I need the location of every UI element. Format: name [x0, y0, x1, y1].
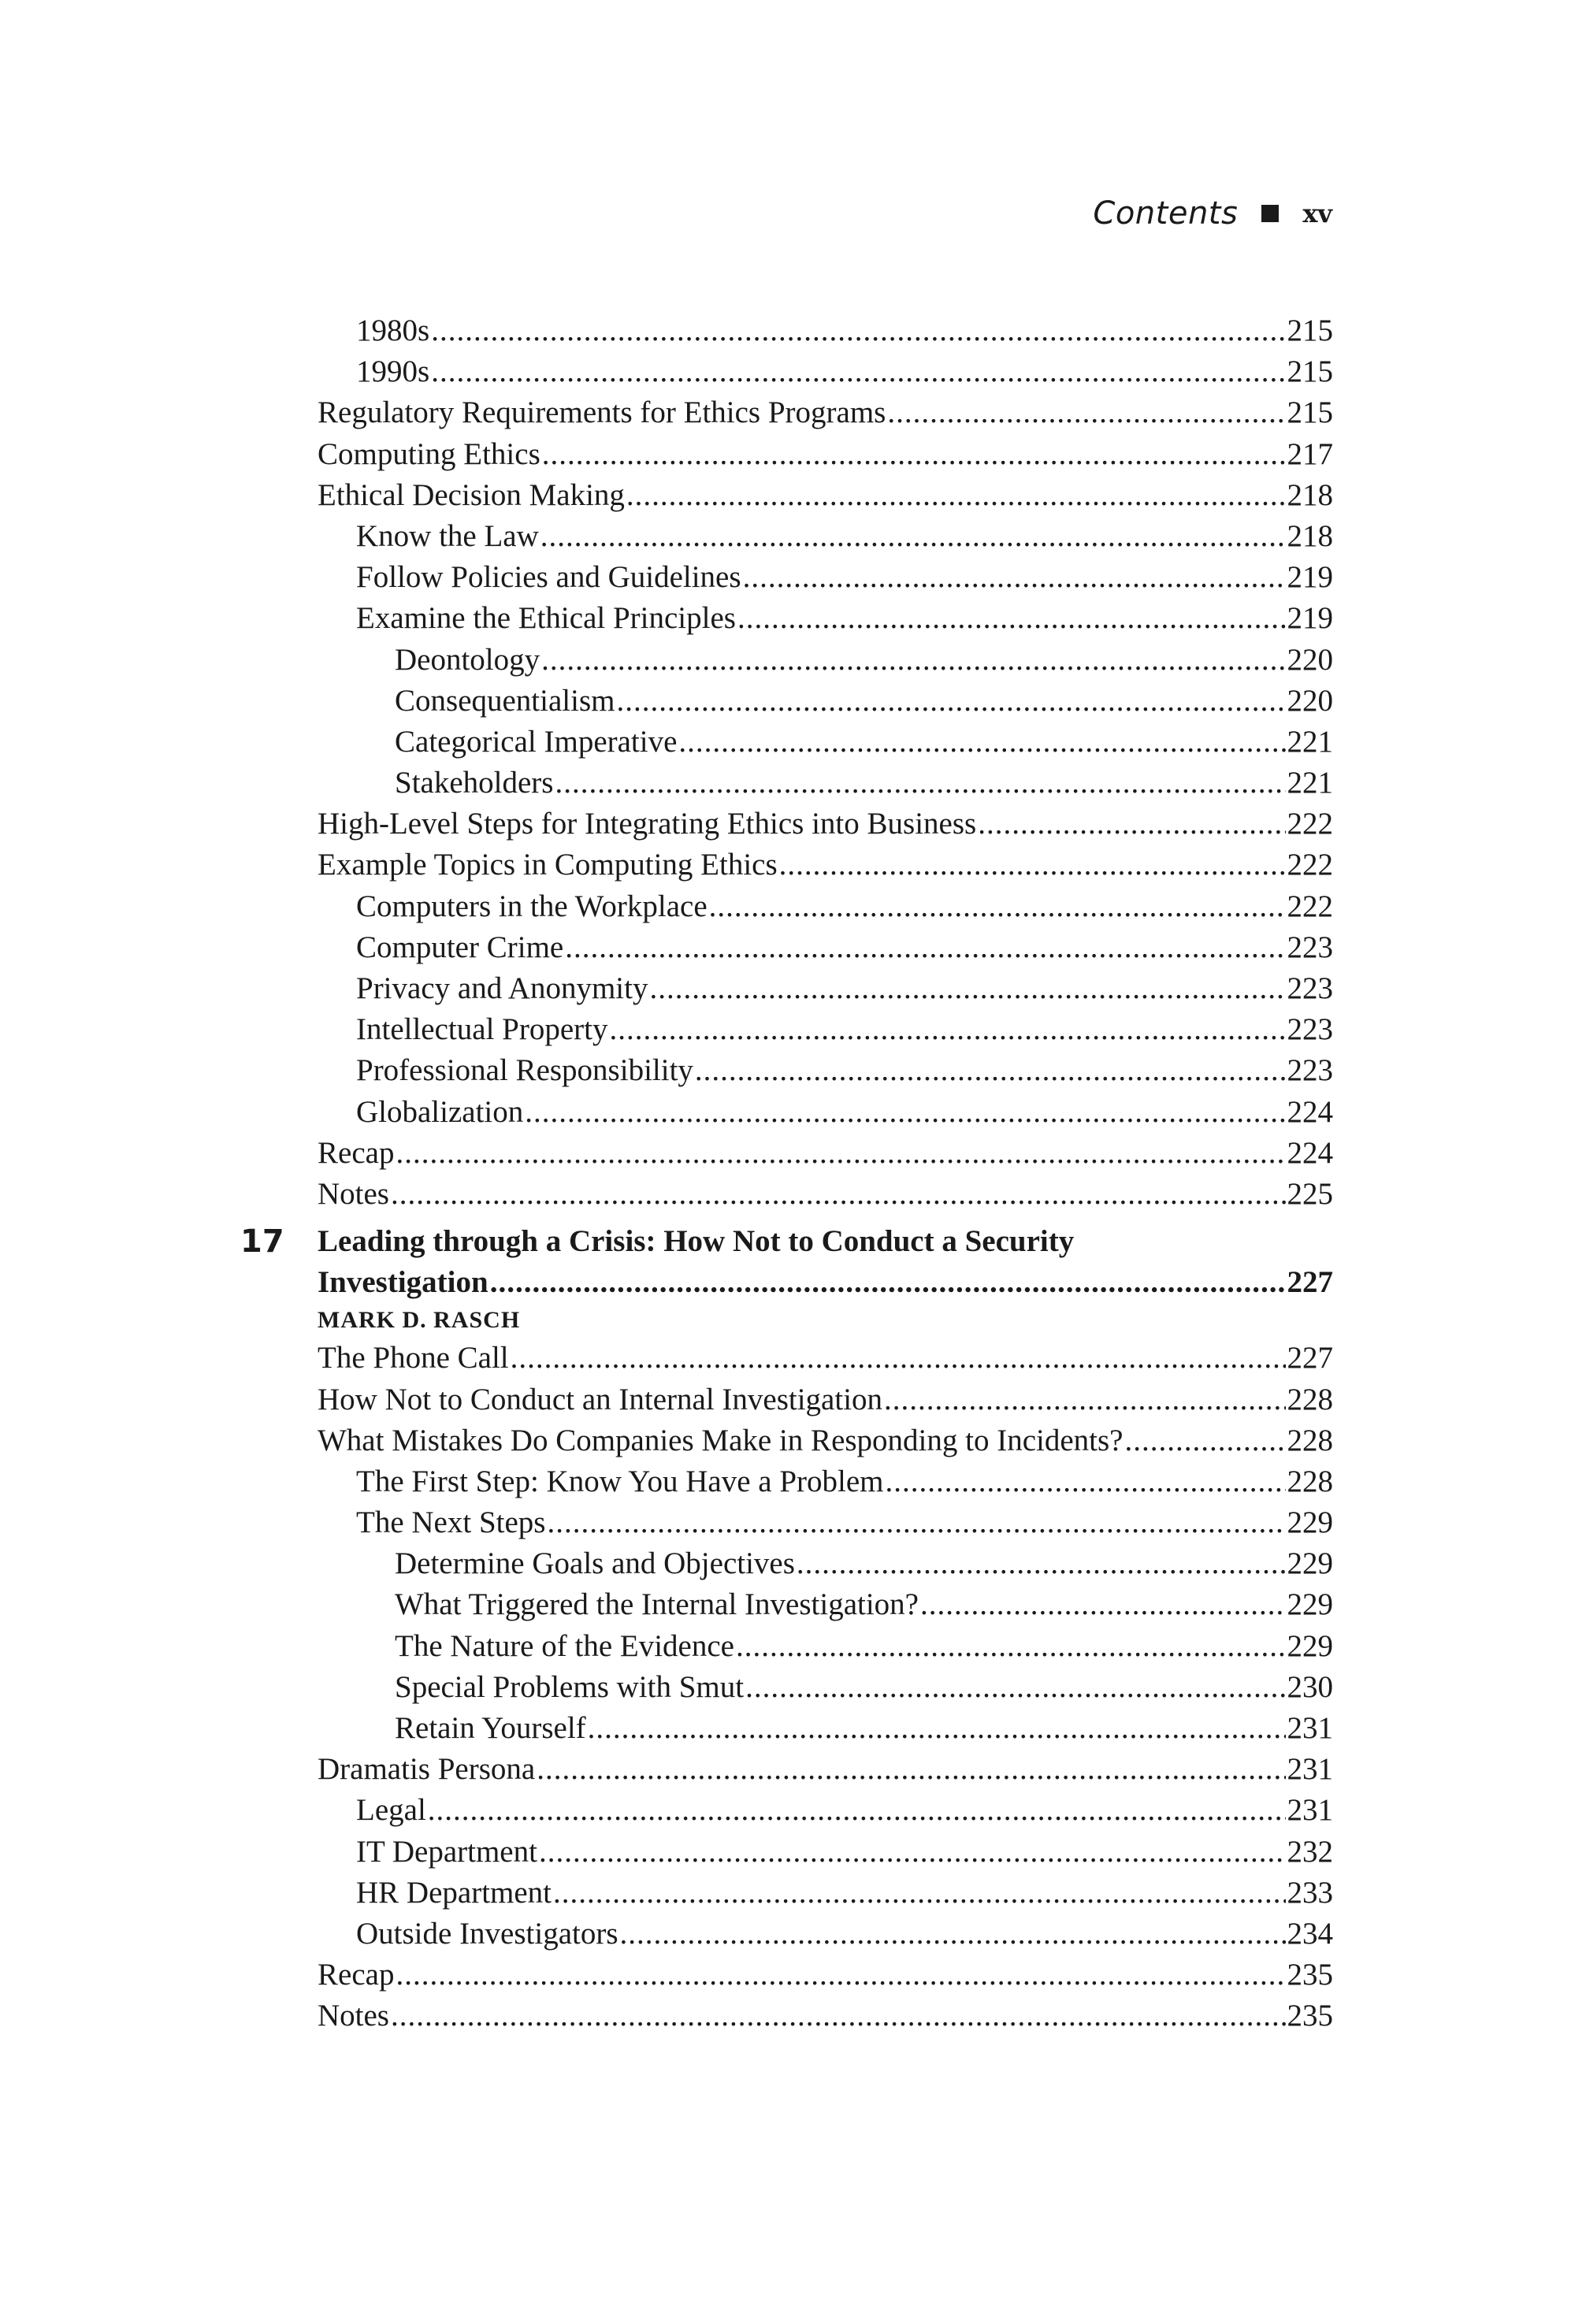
toc-entry-title: The Next Steps — [356, 1505, 546, 1540]
toc-entry[interactable] — [318, 516, 1333, 557]
toc-entry-page: 215 — [1287, 355, 1333, 389]
header-title: Contents — [1093, 195, 1239, 232]
toc-entry[interactable] — [318, 1050, 1333, 1091]
chapter-number: 17 — [240, 1223, 284, 1260]
toc-entry-title: 1980s — [356, 314, 430, 347]
toc-entry[interactable] — [318, 845, 1333, 885]
toc-entry[interactable] — [318, 1461, 1333, 1502]
dot-leader — [745, 1667, 1285, 1708]
table-of-contents — [240, 310, 1333, 2037]
toc-entry[interactable] — [318, 1338, 1333, 1379]
dot-leader — [490, 1262, 1286, 1303]
toc-entry-title: Privacy and Anonymity — [356, 971, 648, 1005]
dot-leader — [525, 1092, 1285, 1133]
toc-entry-page: 228 — [1287, 1423, 1333, 1457]
toc-entry[interactable] — [318, 804, 1333, 845]
toc-entry-page: 220 — [1287, 642, 1333, 677]
toc-entry-title: Computers in the Workplace — [356, 889, 708, 923]
dot-leader — [609, 1009, 1285, 1050]
toc-entry-title: Ethical Decision Making — [318, 477, 625, 512]
toc-entry-title: Retain Yourself — [395, 1711, 586, 1745]
dot-leader — [885, 1461, 1285, 1502]
toc-entry-page: 235 — [1287, 1999, 1333, 2033]
toc-entry-page: 231 — [1287, 1711, 1333, 1745]
running-header — [1093, 195, 1332, 232]
dot-leader — [709, 886, 1286, 927]
dot-leader — [616, 681, 1285, 722]
toc-entry-title: The First Step: Know You Have a Problem — [356, 1464, 884, 1498]
toc-entry-page: 215 — [1287, 395, 1333, 430]
toc-entry[interactable] — [318, 351, 1333, 392]
toc-entry-title: 1990s — [356, 355, 430, 389]
dot-leader — [695, 1050, 1286, 1091]
toc-entry-page: 230 — [1287, 1669, 1333, 1704]
chapter-page-number: 227 — [1287, 1265, 1333, 1300]
dot-leader — [978, 804, 1285, 845]
header-page-number: xv — [1302, 199, 1332, 228]
toc-entry-page: 229 — [1287, 1587, 1333, 1622]
chapter-entry[interactable] — [240, 1221, 1333, 1338]
toc-entry-page: 223 — [1287, 930, 1333, 964]
toc-entry-title: Determine Goals and Objectives — [395, 1546, 795, 1581]
dot-leader — [620, 1914, 1286, 1955]
dot-leader — [779, 845, 1286, 885]
chapter-title-line-1: Leading through a Crisis: How Not to Conduct a Security — [318, 1224, 1075, 1259]
toc-entry-title: Categorical Imperative — [395, 724, 678, 759]
dot-leader — [511, 1338, 1286, 1379]
dot-leader — [391, 1995, 1286, 2036]
dot-leader — [887, 392, 1285, 433]
toc-entry-title: Notes — [318, 1176, 389, 1211]
toc-entry-title: Globalization — [356, 1094, 524, 1129]
toc-entry-title: Know the Law — [356, 518, 539, 553]
toc-entry-page: 223 — [1287, 971, 1333, 1005]
toc-entry-title: Special Problems with Smut — [395, 1669, 745, 1704]
toc-entry-page: 222 — [1287, 848, 1333, 882]
toc-entry-title: Intellectual Property — [356, 1012, 608, 1047]
dot-leader — [396, 1133, 1285, 1174]
toc-entry[interactable] — [318, 1379, 1333, 1420]
toc-entry[interactable] — [318, 1873, 1333, 1914]
toc-entry[interactable] — [318, 1174, 1333, 1215]
dot-leader — [884, 1379, 1285, 1420]
chapter-title-text: Investigation — [318, 1265, 488, 1300]
toc-entry-title: Consequentialism — [395, 683, 615, 718]
toc-entry-page: 228 — [1287, 1382, 1333, 1416]
dot-leader — [540, 516, 1286, 557]
dot-leader — [736, 1626, 1286, 1667]
dot-leader — [920, 1584, 1286, 1625]
toc-entry[interactable] — [318, 1543, 1333, 1584]
toc-entry-title: Outside Investigators — [356, 1916, 618, 1951]
toc-entry-page: 229 — [1287, 1546, 1333, 1581]
toc-entry[interactable] — [318, 1749, 1333, 1790]
toc-entry-title: Recap — [318, 1958, 395, 1992]
dot-leader — [553, 1873, 1285, 1914]
dot-leader — [539, 1832, 1286, 1873]
toc-entry[interactable] — [318, 1420, 1333, 1461]
dot-leader — [588, 1708, 1286, 1749]
toc-entry[interactable] — [318, 1832, 1333, 1873]
chapter-author: MARK D. RASCH — [318, 1307, 521, 1334]
toc-entry-title: HR Department — [356, 1875, 552, 1910]
toc-entry-title: IT Department — [356, 1834, 537, 1869]
toc-entry[interactable] — [318, 1133, 1333, 1174]
toc-entry-title: Example Topics in Computing Ethics — [318, 848, 778, 882]
toc-entry-title: The Nature of the Evidence — [395, 1628, 734, 1663]
toc-section-after — [318, 1338, 1333, 2036]
toc-entry-page: 215 — [1287, 314, 1333, 347]
toc-entry-page: 229 — [1287, 1628, 1333, 1663]
dot-leader — [678, 722, 1285, 763]
toc-entry-page: 228 — [1287, 1464, 1333, 1498]
toc-entry-page: 225 — [1287, 1176, 1333, 1211]
dot-leader — [1125, 1420, 1286, 1461]
dot-leader — [428, 1790, 1286, 1831]
toc-entry-title: Dramatis Persona — [318, 1752, 536, 1787]
toc-entry-page: 219 — [1287, 560, 1333, 595]
toc-entry-page: 235 — [1287, 1958, 1333, 1992]
toc-entry[interactable] — [318, 1092, 1333, 1133]
dot-leader — [391, 1174, 1286, 1215]
dot-leader — [565, 927, 1285, 968]
toc-entry[interactable] — [318, 392, 1333, 433]
dot-leader — [431, 351, 1285, 392]
toc-entry-page: 224 — [1287, 1094, 1333, 1129]
toc-entry-title: What Triggered the Internal Investigation? — [395, 1587, 919, 1622]
toc-entry-page: 221 — [1287, 766, 1333, 800]
toc-entry[interactable] — [318, 1502, 1333, 1543]
toc-entry-page: 222 — [1287, 889, 1333, 923]
dot-leader — [547, 1502, 1285, 1543]
toc-entry-page: 218 — [1287, 518, 1333, 553]
toc-entry[interactable] — [318, 1955, 1333, 1995]
toc-entry[interactable] — [318, 598, 1333, 639]
toc-section-before — [318, 310, 1333, 1215]
toc-entry[interactable] — [318, 1009, 1333, 1050]
dot-leader — [431, 310, 1285, 351]
toc-entry[interactable] — [318, 1626, 1333, 1667]
toc-entry-title: Professional Responsibility — [356, 1053, 693, 1088]
toc-entry-title: Regulatory Requirements for Ethics Programs — [318, 395, 886, 430]
dot-leader — [555, 763, 1285, 804]
toc-entry-title: How Not to Conduct an Internal Investigation — [318, 1382, 883, 1416]
toc-entry-title: Examine the Ethical Principles — [356, 601, 736, 636]
dot-leader — [797, 1543, 1286, 1584]
toc-entry[interactable] — [318, 557, 1333, 598]
toc-entry-title: Deontology — [395, 642, 540, 677]
toc-entry-page: 218 — [1287, 477, 1333, 512]
dot-leader — [737, 598, 1286, 639]
toc-entry[interactable] — [318, 927, 1333, 968]
toc-entry-title: The Phone Call — [318, 1341, 509, 1375]
toc-entry-page: 233 — [1287, 1875, 1333, 1910]
toc-entry[interactable] — [318, 763, 1333, 804]
toc-entry[interactable] — [318, 310, 1333, 351]
toc-entry-title: Notes — [318, 1999, 389, 2033]
dot-leader — [396, 1955, 1285, 1995]
toc-entry-page: 232 — [1287, 1834, 1333, 1869]
toc-entry[interactable] — [318, 968, 1333, 1009]
toc-entry[interactable] — [318, 1667, 1333, 1708]
toc-entry-page: 219 — [1287, 601, 1333, 636]
toc-entry[interactable] — [318, 722, 1333, 763]
toc-entry-page: 217 — [1287, 436, 1333, 471]
dot-leader — [541, 640, 1285, 681]
toc-entry[interactable] — [318, 1790, 1333, 1831]
toc-entry-title: Computer Crime — [356, 930, 564, 964]
toc-entry-page: 227 — [1287, 1341, 1333, 1375]
chapter-title-line-2 — [318, 1262, 1333, 1303]
toc-entry-page: 221 — [1287, 724, 1333, 759]
toc-entry-page: 223 — [1287, 1012, 1333, 1047]
toc-entry-title: High-Level Steps for Integrating Ethics into Business — [318, 807, 977, 841]
dot-leader — [743, 557, 1286, 598]
toc-entry-title: What Mistakes Do Companies Make in Responding to Incidents? — [318, 1423, 1124, 1457]
toc-entry-page: 224 — [1287, 1135, 1333, 1170]
toc-entry[interactable] — [318, 1995, 1333, 2036]
toc-entry[interactable] — [318, 1708, 1333, 1749]
dot-leader — [626, 475, 1286, 516]
toc-entry-page: 223 — [1287, 1053, 1333, 1088]
toc-entry[interactable] — [318, 1914, 1333, 1955]
dot-leader — [542, 434, 1286, 475]
toc-entry-page: 234 — [1287, 1916, 1333, 1951]
toc-entry-page: 231 — [1287, 1752, 1333, 1787]
toc-entry-page: 231 — [1287, 1793, 1333, 1828]
dot-leader — [537, 1749, 1285, 1790]
toc-entry[interactable] — [318, 681, 1333, 722]
toc-entry-page: 229 — [1287, 1505, 1333, 1540]
toc-entry-title: Computing Ethics — [318, 436, 540, 471]
toc-entry[interactable] — [318, 886, 1333, 927]
square-bullet-icon — [1261, 205, 1279, 222]
toc-entry[interactable] — [318, 640, 1333, 681]
toc-entry-title: Legal — [356, 1793, 426, 1828]
toc-entry[interactable] — [318, 434, 1333, 475]
dot-leader — [649, 968, 1285, 1009]
toc-entry-page: 222 — [1287, 807, 1333, 841]
toc-entry[interactable] — [318, 475, 1333, 516]
toc-entry-title: Follow Policies and Guidelines — [356, 560, 741, 595]
toc-entry-title: Recap — [318, 1135, 395, 1170]
toc-entry[interactable] — [318, 1584, 1333, 1625]
toc-entry-title: Stakeholders — [395, 766, 554, 800]
toc-entry-page: 220 — [1287, 683, 1333, 718]
